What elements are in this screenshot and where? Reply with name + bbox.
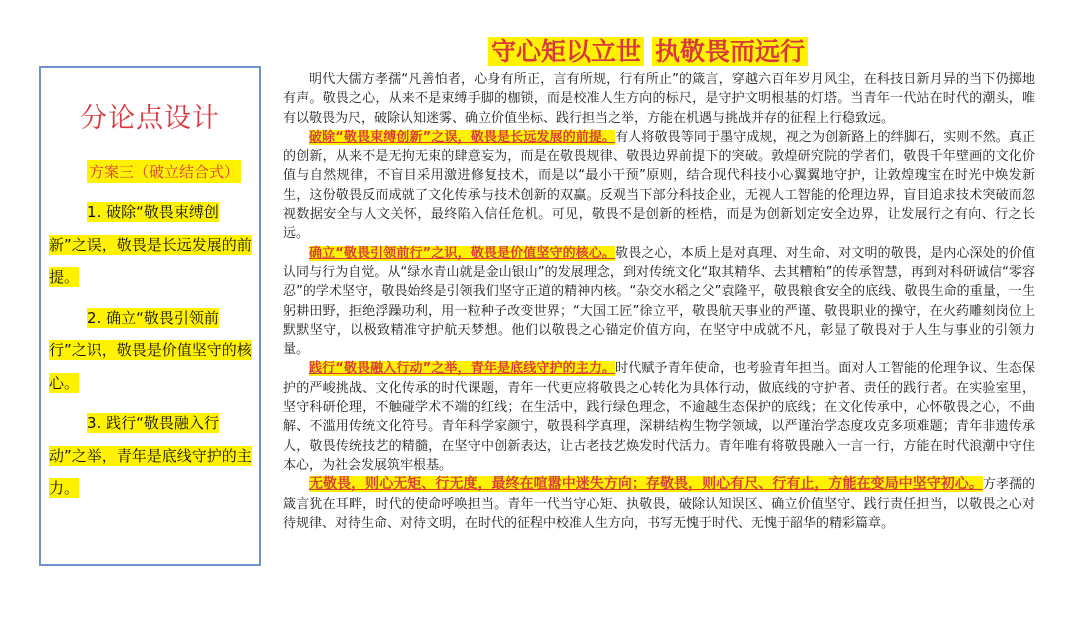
point-item [49, 196, 253, 294]
essay-body [283, 70, 1035, 533]
scheme-label: 方案三（破立结合式） [87, 160, 241, 183]
point-text: 3. 践行“敬畏融入行动”之举，青年是底线守护的主力。 [49, 414, 252, 497]
outline-sidebar [39, 66, 261, 566]
point-list [49, 196, 253, 513]
point-item [49, 407, 253, 505]
body-paragraph-1 [283, 128, 1035, 244]
paragraph-text: 时代赋予青年使命，也考验青年担当。面对人工智能的伦理争议、生态保护的严峻挑战、文化传承的时代课题，青年一代更应将敬畏之心转化为具体行动，做底线的守护者、责任的践行者。在实验室里，坚守科研伦理，不触碰学术不端的红线；在生活中，践行绿色理念，不逾越生态保护的底线；在文化传承中，心怀敬畏之心，不曲解、不滥用传统文化符号。青年科学家颜宁，敬畏科学真理，深耕结构生物学领域，以严谨治学态度攻克多项难题；青年非遗传承人，敬畏传统技艺的精髓，在坚守中创新表达，让古老技艺焕发时代活力。青年唯有将敬畏融入一言一行，方能在时代浪潮中守住本心，为社会发展筑牢根基。 [283, 361, 1035, 473]
point-item [49, 302, 253, 400]
title-part-2: 执敬畏而远行 [652, 37, 808, 66]
sidebar-title: 分论点设计 [80, 103, 220, 134]
paragraph-text: 敬畏之心，本质上是对真理、对生命、对文明的敬畏，是内心深处的价值认同与行为自觉。从“绿水青山就是金山银山”的发展理念，到对传统文化“取其精华、去其糟粕”的传承智慧，再到对科研诚信“零容忍”的学术坚守，敬畏始终是引领我们坚守正道的精神内核。“杂交水稻之父”袁隆平，敬畏粮食安全的底线、敬畏生命的重量，一生躬耕田野，拒绝浮躁功利，用一粒种子改变世界；“大国工匠”徐立平，敬畏航天事业的严谨、敬畏职业的操守，在火药雕刻岗位上默默坚守，以极致精准守护航天梦想。他们以敬畏之心锚定价值方向，在坚守中成就不凡，彰显了敬畏对于人生与事业的引领力量。 [283, 245, 1035, 358]
title-part-1: 守心矩以立世 [488, 37, 644, 66]
body-paragraph-3 [283, 359, 1035, 475]
subpoint-2: 确立“敬畏引领前行”之识，敬畏是价值坚守的核心。 [309, 245, 616, 261]
subpoint-1: 破除“敬畏束缚创新”之误，敬畏是长远发展的前提。 [309, 129, 616, 145]
body-paragraph-2 [283, 244, 1035, 360]
essay-title [488, 32, 808, 68]
intro-paragraph: 明代大儒方孝孺“凡善怕者，心身有所正，言有所规，行有所止”的箴言，穿越六百年岁月风尘，在科技日新月异的当下仍掷地有声。敬畏之心，从来不是束缚手脚的枷锁，而是校准人生方向的标尺，是守护文明根基的灯塔。当青年一代站在时代的潮头，唯有以敬畏为尺，破除认知迷雾、确立价值坐标、践行担当之举，方能在机遇与挑战并存的征程上行稳致远。 [283, 72, 1035, 126]
conclusion-key: 无敬畏，则心无矩、行无度，最终在喧嚣中迷失方向；存敬畏，则心有尺、行有止，方能在变局中坚守初心。 [309, 476, 983, 493]
subpoint-3: 践行“敬畏融入行动”之举，青年是底线守护的主力。 [309, 361, 616, 377]
paragraph-text: 有人将敬畏等同于墨守成规，视之为创新路上的绊脚石，实则不然。真正的创新，从来不是无拘无束的肆意妄为，而是在敬畏规律、敬畏边界前提下的突破。敦煌研究院的学者们，敬畏千年壁画的文化价值与自然规律，不盲目采用激进修复技术，而是以“最小干预”原则，结合现代科技小心翼翼地守护，让敦煌瑰宝在时光中焕发新生，这份敬畏反而成就了文化传承与技术创新的双赢。反观当下部分科技企业，无视人工智能的伦理边界，盲目追求技术突破而忽视数据安全与人文关怀，最终陷入信任危机。可见，敬畏不是创新的桎梏，而是为创新划定安全边界，让发展行之有向、行之长远。 [283, 129, 1035, 242]
paragraph-text: 方孝孺的箴言犹在耳畔，时代的使命呼唤担当。青年一代当守心矩、执敬畏，破除认知误区、确立价值坚守、践行责任担当，以敬畏之心对待规律、对待生命、对待文明，在时代的征程中校准人生方向，书写无愧于时代、无愧于韶华的精彩篇章。 [283, 477, 1035, 531]
point-text: 2. 确立“敬畏引领前行”之识，敬畏是价值坚守的核心。 [49, 308, 252, 392]
conclusion-paragraph [283, 475, 1035, 533]
point-text: 1. 破除“敬畏束缚创新”之误，敬畏是长远发展的前提。 [49, 203, 252, 286]
